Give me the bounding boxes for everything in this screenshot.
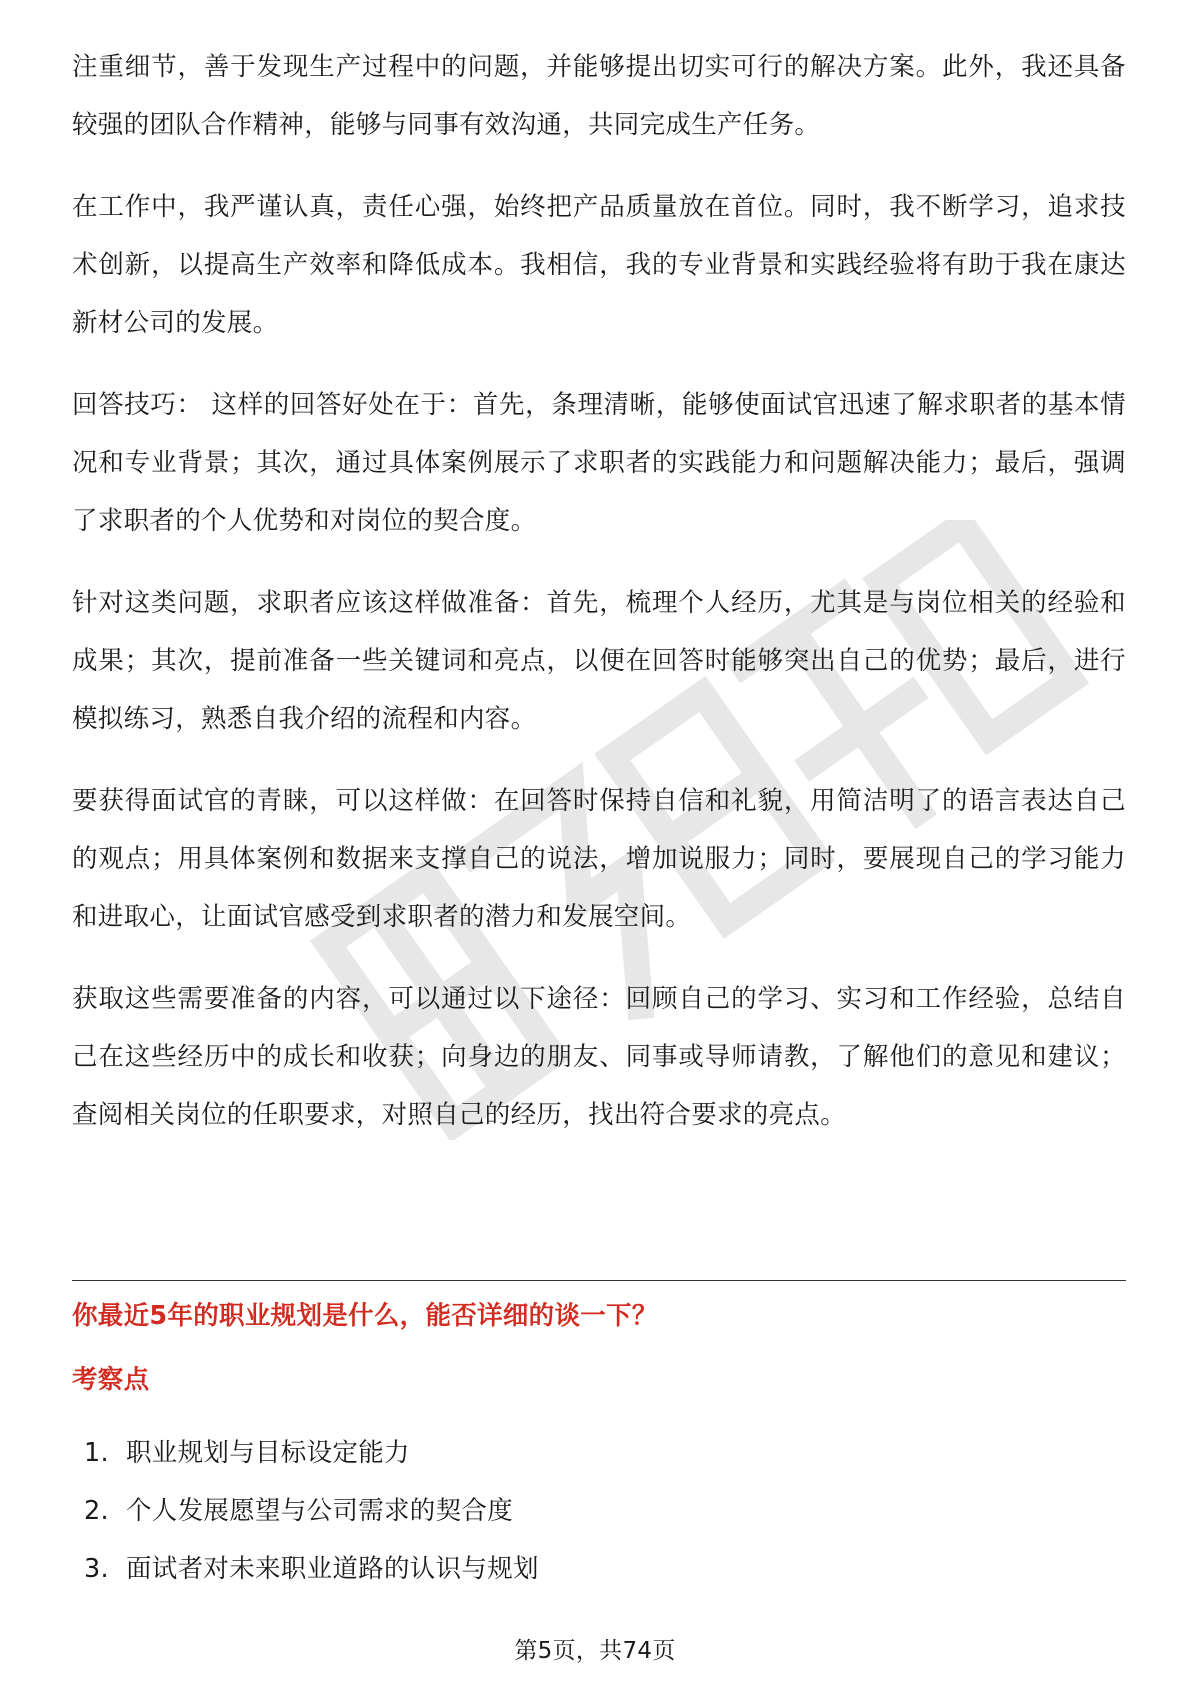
list-item-text: 个人发展愿望与公司需求的契合度 <box>126 1496 514 1526</box>
paragraph-background: 注重细节，善于发现生产过程中的问题，并能够提出切实可行的解决方案。此外，我还具备较强的团队合作精神，能够与同事有效沟通，共同完成生产任务。 <box>72 52 1126 140</box>
paragraph-work-attitude: 在工作中，我严谨认真，责任心强，始终把产品质量放在首位。同时，我不断学习，追求技术创新，以提高生产效率和降低成本。我相信，我的专业背景和实践经验将有助于我在康达新材公司的发展。 <box>72 192 1126 338</box>
list-item-number: 3. <box>84 1554 109 1584</box>
paragraph-answer-tips: 回答技巧： 这样的回答好处在于：首先，条理清晰，能够使面试官迅速了解求职者的基本情况和专业背景；其次，通过具体案例展示了求职者的实践能力和问题解决能力；最后，强调了求职者的个人优势和对岗位的契合度。 <box>72 390 1126 536</box>
question-heading: 你最近5年的职业规划是什么，能否详细的谈一下？ <box>72 1301 658 1331</box>
list-item-number: 2. <box>84 1496 109 1526</box>
list-item-text: 职业规划与目标设定能力 <box>126 1438 410 1468</box>
paragraph-obtain-content: 获取这些需要准备的内容，可以通过以下途径：回顾自己的学习、实习和工作经验，总结自己在这些经历中的成长和收获；向身边的朋友、同事或导师请教，了解他们的意见和建议；查阅相关岗位的任职要求，对照自己的经历，找出符合要求的亮点。 <box>72 984 1126 1130</box>
document-body <box>72 38 1126 1168</box>
list-item-text: 面试者对未来职业道路的认识与规划 <box>126 1554 539 1584</box>
section-divider <box>72 1280 1126 1281</box>
assessment-points-heading: 考察点 <box>72 1365 150 1395</box>
list-item <box>84 1424 539 1482</box>
list-item <box>84 1540 539 1598</box>
list-item-number: 1. <box>84 1438 109 1468</box>
assessment-points-list <box>84 1424 539 1598</box>
paragraph-impress-interviewer: 要获得面试官的青睐，可以这样做：在回答时保持自信和礼貌，用简洁明了的语言表达自己的观点；用具体案例和数据来支撑自己的说法，增加说服力；同时，要展现自己的学习能力和进取心，让面试官感受到求职者的潜力和发展空间。 <box>72 786 1126 932</box>
paragraph-preparation: 针对这类问题，求职者应该这样做准备：首先，梳理个人经历，尤其是与岗位相关的经验和成果；其次，提前准备一些关键词和亮点，以便在回答时能够突出自己的优势；最后，进行模拟练习，熟悉自我介绍的流程和内容。 <box>72 588 1126 734</box>
list-item <box>84 1482 539 1540</box>
page-number-footer: 第5页，共74页 <box>514 1638 676 1664</box>
